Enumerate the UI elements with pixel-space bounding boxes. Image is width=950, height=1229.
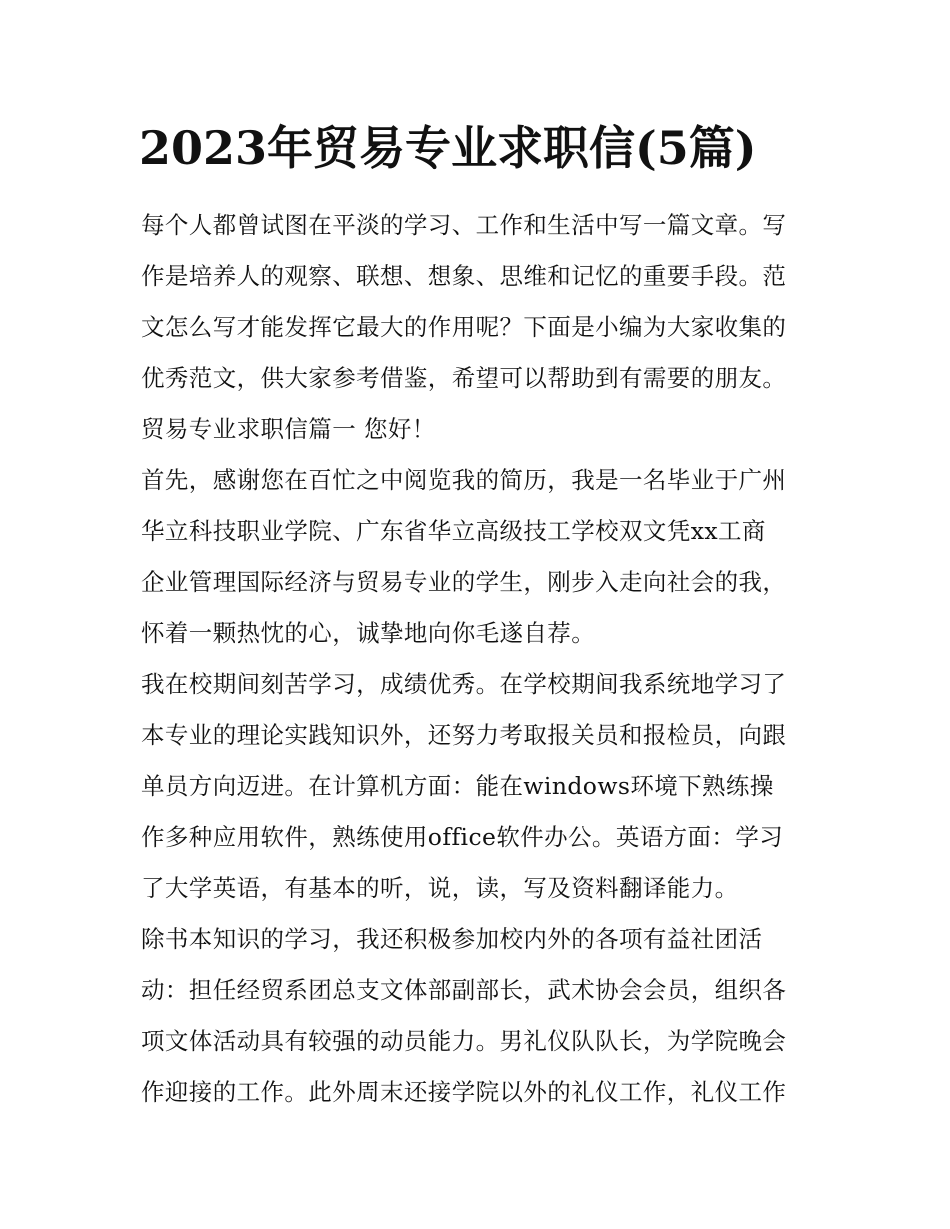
text-line: 我在校期间刻苦学习，成绩优秀。在学校期间我系统地学习了 (141, 670, 787, 698)
document-title: 2023年贸易专业求职信(5篇) (139, 121, 757, 175)
text-line: 怀着一颗热忱的心，诚挚地向你毛遂自荐。 (141, 619, 596, 647)
text-line: 了大学英语，有基本的听，说，读，写及资料翻译能力。 (141, 874, 739, 902)
text-line: 单员方向迈进。在计算机方面：能在windows环境下熟练操 (141, 772, 774, 800)
text-line: 华立科技职业学院、广东省华立高级技工学校双文凭xx工商 (141, 517, 766, 545)
text-line: 动：担任经贸系团总支文体部副部长，武术协会会员，组织各 (141, 976, 787, 1004)
text-line: 作是培养人的观察、联想、想象、思维和记忆的重要手段。范 (141, 262, 787, 290)
text-line: 除书本知识的学习，我还积极参加校内外的各项有益社团活 (141, 925, 763, 953)
document-body (141, 200, 821, 1118)
text-line: 文怎么写才能发挥它最大的作用呢？下面是小编为大家收集的 (141, 313, 787, 341)
text-line: 首先，感谢您在百忙之中阅览我的简历，我是一名毕业于广州 (141, 466, 787, 494)
text-line: 本专业的理论实践知识外，还努力考取报关员和报检员，向跟 (141, 721, 787, 749)
text-line: 每个人都曾试图在平淡的学习、工作和生活中写一篇文章。写 (141, 211, 787, 239)
section-heading-line: 贸易专业求职信篇一 您好！ (141, 415, 436, 443)
text-line: 企业管理国际经济与贸易专业的学生，刚步入走向社会的我， (141, 568, 787, 596)
text-line: 优秀范文，供大家参考借鉴，希望可以帮助到有需要的朋友。 (141, 364, 787, 392)
text-line: 项文体活动具有较强的动员能力。男礼仪队队长，为学院晚会 (141, 1027, 787, 1055)
text-line: 作迎接的工作。此外周末还接学院以外的礼仪工作，礼仪工作 (141, 1078, 787, 1106)
text-line: 作多种应用软件，熟练使用office软件办公。英语方面：学习 (141, 823, 784, 851)
